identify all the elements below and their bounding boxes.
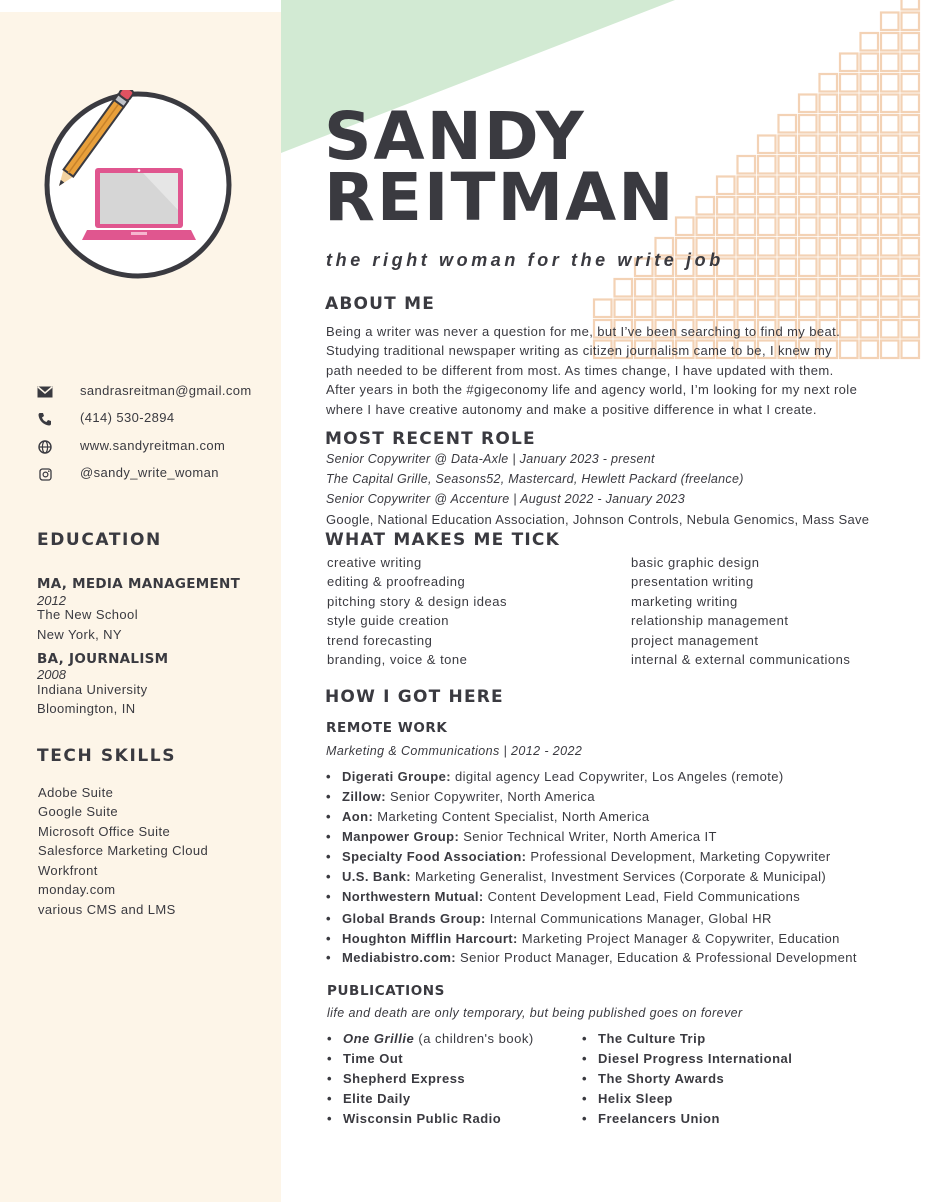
education-location: Bloomington, IN [37,701,136,716]
contact-social[interactable] [37,464,219,484]
tech-skill-item: Salesforce Marketing Cloud [38,843,209,858]
contact-email[interactable] [37,382,252,402]
tech-skill-item: monday.com [38,882,116,897]
recent-role-clients: Google, National Education Association, Johnson Controls, Nebula Genomics, Mass Save [326,512,870,527]
recent-role-line: The Capital Grille, Seasons52, Mastercard, Hewlett Packard (freelance) [326,472,744,486]
name-first: SANDY [324,98,586,175]
recent-role-heading: MOST RECENT ROLE [325,429,536,449]
education-school: Indiana University [37,682,148,697]
social-text: @sandy_write_woman [80,465,219,480]
publications-tagline: life and death are only temporary, but being published goes on forever [327,1006,743,1020]
tick-item: presentation writing [631,574,754,589]
about-text-line: Studying traditional newspaper writing as citizen journalism came to be, I knew my [326,343,833,358]
publication-item: • Helix Sleep [582,1091,673,1106]
phone-icon [37,411,53,427]
publication-item: • Shepherd Express [327,1071,465,1086]
education-location: New York, NY [37,627,123,642]
education-heading: EDUCATION [37,530,162,550]
email-text: sandrasreitman@gmail.com [80,383,252,398]
publication-item: • One Grillie (a children's book) [327,1031,534,1046]
tick-item: project management [631,633,759,648]
contact-phone[interactable] [37,409,175,429]
publication-item: • Time Out [327,1051,403,1066]
tech-skill-item: Google Suite [38,804,118,819]
tick-item: pitching story & design ideas [327,594,507,609]
tech-skill-item: various CMS and LMS [38,902,176,917]
tech-skill-item: Workfront [38,863,98,878]
publication-item: • Freelancers Union [582,1111,720,1126]
tick-item: editing & proofreading [327,574,466,589]
job-item: • Aon: Marketing Content Specialist, North America [326,809,649,824]
tick-item: basic graphic design [631,555,760,570]
phone-text: (414) 530-2894 [80,410,175,425]
about-text-line: where I have creative autonomy and make a positive difference in what I create. [326,402,817,417]
avatar [43,90,233,280]
publication-item: • The Shorty Awards [582,1071,724,1086]
tick-heading: WHAT MAKES ME TICK [325,530,560,550]
job-item: • Northwestern Mutual: Content Development Lead, Field Communications [326,889,800,904]
about-text-line: path needed to be different from most. As times change, I have updated with them. [326,363,834,378]
education-degree: MA, MEDIA MANAGEMENT [37,576,241,592]
website-text: www.sandyreitman.com [80,438,226,453]
recent-role-line: Senior Copywriter @ Data-Axle | January 2023 - present [326,452,655,466]
history-period: Marketing & Communications | 2012 - 2022 [326,744,583,758]
job-item: • Digerati Groupe: digital agency Lead Copywriter, Los Angeles (remote) [326,769,784,784]
name-last: REITMAN [324,159,676,236]
publication-item: • Wisconsin Public Radio [327,1111,501,1126]
about-heading: ABOUT ME [325,294,436,314]
envelope-icon [37,384,53,400]
tick-item: trend forecasting [327,633,433,648]
history-heading: HOW I GOT HERE [325,687,504,707]
tick-item: creative writing [327,555,422,570]
education-degree: BA, JOURNALISM [37,651,169,667]
job-item: • U.S. Bank: Marketing Generalist, Investment Services (Corporate & Municipal) [326,869,826,884]
instagram-icon [37,466,53,482]
job-item: • Mediabistro.com: Senior Product Manager, Education & Professional Development [326,950,857,965]
publication-item: • Diesel Progress International [582,1051,792,1066]
tagline: the right woman for the write job [326,250,724,270]
publication-item: • The Culture Trip [582,1031,706,1046]
tick-item: marketing writing [631,594,738,609]
job-item: • Houghton Mifflin Harcourt: Marketing Project Manager & Copywriter, Education [326,931,840,946]
education-year: 2012 [37,593,66,608]
tick-item: style guide creation [327,613,450,628]
job-item: • Specialty Food Association: Professional Development, Marketing Copywriter [326,849,831,864]
tick-item: branding, voice & tone [327,652,468,667]
tech-skill-item: Adobe Suite [38,785,114,800]
about-text-line: Being a writer was never a question for me, but I’ve been searching to find my beat. [326,324,841,339]
job-item: • Zillow: Senior Copywriter, North America [326,789,595,804]
education-school: The New School [37,607,138,622]
about-text-line: After years in both the #gigeconomy life and agency world, I’m looking for my next role [326,382,858,397]
globe-icon [37,439,53,455]
education-year: 2008 [37,667,66,682]
tick-item: internal & external communications [631,652,851,667]
publications-heading: PUBLICATIONS [327,983,446,999]
history-subheading: REMOTE WORK [326,720,448,736]
publication-item: • Elite Daily [327,1091,411,1106]
tech-skills-heading: TECH SKILLS [37,746,177,766]
job-item: • Global Brands Group: Internal Communications Manager, Global HR [326,911,772,926]
contact-website[interactable] [37,437,226,457]
tick-item: relationship management [631,613,789,628]
tech-skill-item: Microsoft Office Suite [38,824,171,839]
job-item: • Manpower Group: Senior Technical Writer, North America IT [326,829,717,844]
recent-role-line: Senior Copywriter @ Accenture | August 2022 - January 2023 [326,492,685,506]
